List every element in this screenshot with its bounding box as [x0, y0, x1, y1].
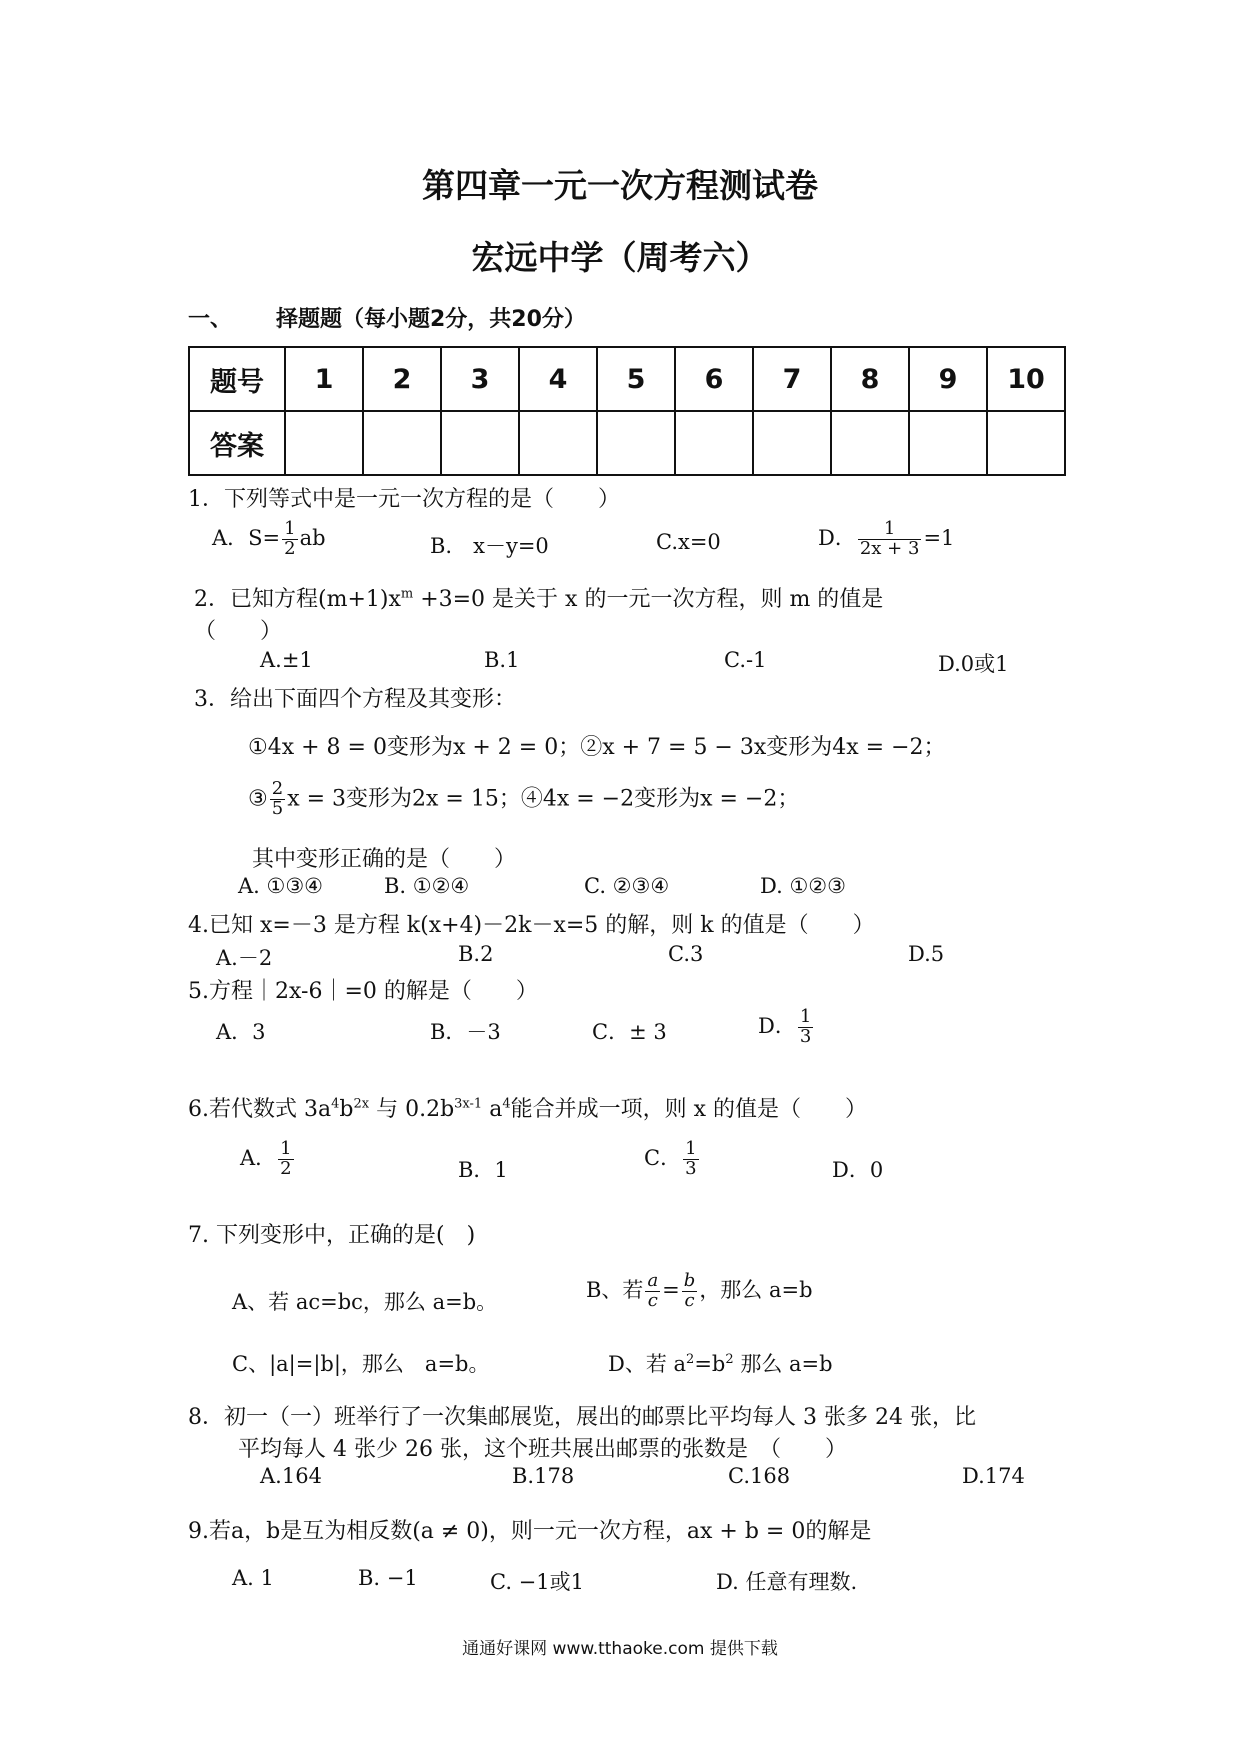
answer-table-header-row	[189, 347, 1065, 411]
answer-cell[interactable]	[285, 411, 363, 475]
option-text: A．	[240, 1145, 277, 1170]
question-2-option-d: D.0或1	[938, 652, 1009, 676]
stem-text: x = 3变形为2x = 15；④4x = −2变形为x = −2；	[287, 786, 800, 812]
table-header-label: 题号	[189, 347, 285, 411]
denominator: 5	[271, 797, 284, 819]
question-3-option-b: B. ①②④	[384, 874, 470, 898]
denominator: 2	[284, 537, 296, 559]
question-7-option-c: C、|a|=|b|，那么 a=b。	[232, 1352, 490, 1376]
footer-credit: 通通好课网 www.tthaoke.com 提供下载	[462, 1639, 778, 1659]
question-3-option-c: C. ②③④	[584, 874, 670, 898]
question-4-option-c: C.3	[668, 942, 704, 966]
question-2-option-c: C.-1	[724, 648, 767, 672]
option-text: D、若 a	[608, 1352, 687, 1376]
fraction	[282, 520, 297, 559]
question-1-stem: 1．下列等式中是一元一次方程的是（ ）	[188, 487, 620, 512]
option-text: ab	[299, 525, 326, 550]
question-3-line-2	[248, 780, 799, 819]
question-6-stem	[188, 1092, 867, 1123]
table-number-cell: 6	[675, 347, 753, 411]
section-heading: 择题题（每小题2分，共20分）	[276, 307, 586, 332]
stem-text: ③	[248, 786, 268, 812]
fraction	[858, 520, 922, 559]
question-4-option-a: A.－2	[216, 946, 273, 970]
page-title: 第四章一元一次方程测试卷	[422, 166, 818, 205]
question-5-option-c: C．± 3	[592, 1020, 667, 1044]
question-3-option-a: A. ①③④	[238, 874, 323, 898]
question-1-option-b: B. x－y=0	[430, 534, 549, 558]
table-number-cell: 5	[597, 347, 675, 411]
question-1-option-d	[818, 520, 954, 559]
stem-text: 能合并成一项，则 x 的值是（ ）	[510, 1097, 867, 1122]
denominator: c	[684, 1289, 695, 1311]
numerator: 1	[280, 1138, 292, 1159]
question-8-option-a: A.164	[260, 1464, 322, 1488]
option-text: 那么 a=b	[733, 1352, 833, 1376]
question-3-option-d: D. ①②③	[760, 874, 846, 898]
question-9-option-c: C. −1或1	[490, 1570, 584, 1594]
table-number-cell: 9	[909, 347, 987, 411]
answer-cell[interactable]	[519, 411, 597, 475]
numerator: 1	[799, 1006, 812, 1027]
section-number: 一、	[188, 307, 233, 332]
answer-cell[interactable]	[675, 411, 753, 475]
question-8-option-b: B.178	[512, 1464, 575, 1488]
question-5-option-a: A．3	[216, 1020, 266, 1044]
exponent: 3x-1	[454, 1096, 483, 1112]
question-1-option-c: C.x=0	[656, 530, 721, 554]
numerator: 1	[685, 1138, 697, 1159]
denominator: 2x + 3	[859, 537, 920, 559]
fraction	[278, 1140, 293, 1179]
stem-text: 与 0.2b	[369, 1097, 455, 1122]
question-3-line-3: 其中变形正确的是（ ）	[252, 847, 517, 872]
question-2-stem-cont: （ ）	[194, 619, 283, 644]
numerator: b	[683, 1270, 696, 1291]
option-text: A．S=	[212, 525, 281, 550]
exponent: 2	[686, 1352, 695, 1367]
fraction	[645, 1272, 660, 1311]
question-2-stem	[194, 582, 883, 613]
page-subtitle: 宏远中学（周考六）	[471, 238, 769, 277]
stem-text: 2．已知方程(m+1)x	[194, 587, 401, 612]
question-7-option-a: A、若 ac=bc，那么 a=b。	[232, 1290, 498, 1314]
fraction	[683, 1140, 698, 1179]
fraction	[798, 1008, 813, 1047]
question-6-option-d: D．0	[832, 1158, 884, 1182]
option-text: =1	[923, 525, 955, 550]
question-2-option-a: A.±1	[260, 648, 313, 672]
table-number-cell: 2	[363, 347, 441, 411]
fraction	[682, 1272, 698, 1311]
answer-cell[interactable]	[363, 411, 441, 475]
fraction	[270, 780, 285, 819]
exponent: 2	[725, 1352, 734, 1367]
exponent: 2x	[353, 1096, 370, 1112]
answer-table	[188, 346, 1066, 476]
question-8-option-d: D.174	[962, 1464, 1025, 1488]
question-9-option-b: B. −1	[358, 1566, 418, 1590]
table-number-cell: 8	[831, 347, 909, 411]
numerator: a	[647, 1270, 659, 1291]
numerator: 1	[284, 518, 296, 539]
question-5-stem: 5.方程｜2x-6｜=0 的解是（ ）	[188, 979, 538, 1004]
table-number-cell: 10	[987, 347, 1065, 411]
question-7-option-d	[608, 1348, 833, 1378]
answer-cell[interactable]	[909, 411, 987, 475]
stem-text: a	[482, 1097, 503, 1122]
option-text: D．	[818, 525, 856, 550]
answer-cell[interactable]	[987, 411, 1065, 475]
question-4-stem: 4.已知 x=－3 是方程 k(x+4)－2k－x=5 的解，则 k 的值是（ ）	[188, 913, 875, 938]
exponent: m	[400, 586, 414, 602]
option-text: =b	[694, 1352, 726, 1376]
question-8-stem-cont: 平均每人 4 张少 26 张，这个班共展出邮票的张数是 （ ）	[238, 1437, 847, 1462]
question-4-option-d: D.5	[908, 942, 945, 966]
question-6-option-c	[644, 1140, 701, 1179]
question-3-stem: 3．给出下面四个方程及其变形：	[194, 687, 516, 712]
question-9-option-d: D. 任意有理数.	[716, 1570, 858, 1594]
table-number-cell: 4	[519, 347, 597, 411]
question-1-option-a	[212, 520, 326, 559]
table-number-cell: 1	[285, 347, 363, 411]
option-text: ，那么 a=b	[699, 1277, 813, 1302]
denominator: 3	[685, 1157, 697, 1179]
table-answer-label: 答案	[189, 411, 285, 475]
question-7-stem: 7. 下列变形中，正确的是( )	[188, 1223, 476, 1248]
numerator: 2	[271, 778, 284, 799]
answer-table-answer-row	[189, 411, 1065, 475]
question-5-option-b: B．－3	[430, 1020, 501, 1044]
question-4-option-b: B.2	[458, 942, 494, 966]
question-9-stem: 9.若a，b是互为相反数(a ≠ 0)，则一元一次方程，ax + b = 0的解是	[188, 1519, 872, 1544]
stem-text: +3=0 是关于 x 的一元一次方程，则 m 的值是	[413, 587, 884, 612]
exponent: 4	[502, 1096, 511, 1112]
answer-cell[interactable]	[831, 411, 909, 475]
question-8-option-c: C.168	[728, 1464, 791, 1488]
question-5-option-d	[758, 1008, 815, 1047]
answer-cell[interactable]	[441, 411, 519, 475]
table-number-cell: 7	[753, 347, 831, 411]
answer-cell[interactable]	[597, 411, 675, 475]
question-6-option-a	[240, 1140, 296, 1179]
option-text: D．	[758, 1013, 796, 1038]
question-2-option-b: B.1	[484, 648, 520, 672]
question-7-option-b	[586, 1272, 813, 1311]
denominator: c	[647, 1289, 658, 1311]
stem-text: 6.若代数式 3a	[188, 1097, 332, 1122]
option-text: B、若	[586, 1277, 644, 1302]
question-9-option-a: A. 1	[232, 1566, 274, 1590]
numerator: 1	[858, 520, 922, 540]
answer-cell[interactable]	[753, 411, 831, 475]
question-8-stem: 8．初一（一）班举行了一次集邮展览，展出的邮票比平均每人 3 张多 24 张，比	[188, 1405, 976, 1430]
denominator: 3	[799, 1025, 812, 1047]
question-6-option-b: B．1	[458, 1158, 508, 1182]
denominator: 2	[280, 1157, 292, 1179]
table-number-cell: 3	[441, 347, 519, 411]
option-text: =	[662, 1277, 680, 1302]
question-3-line-1: ①4x + 8 = 0变形为x + 2 = 0；②x + 7 = 5 − 3x变形为4x = −2；	[248, 735, 946, 760]
option-text: C．	[644, 1145, 682, 1170]
stem-text: b	[339, 1097, 354, 1122]
exponent: 4	[331, 1096, 340, 1112]
